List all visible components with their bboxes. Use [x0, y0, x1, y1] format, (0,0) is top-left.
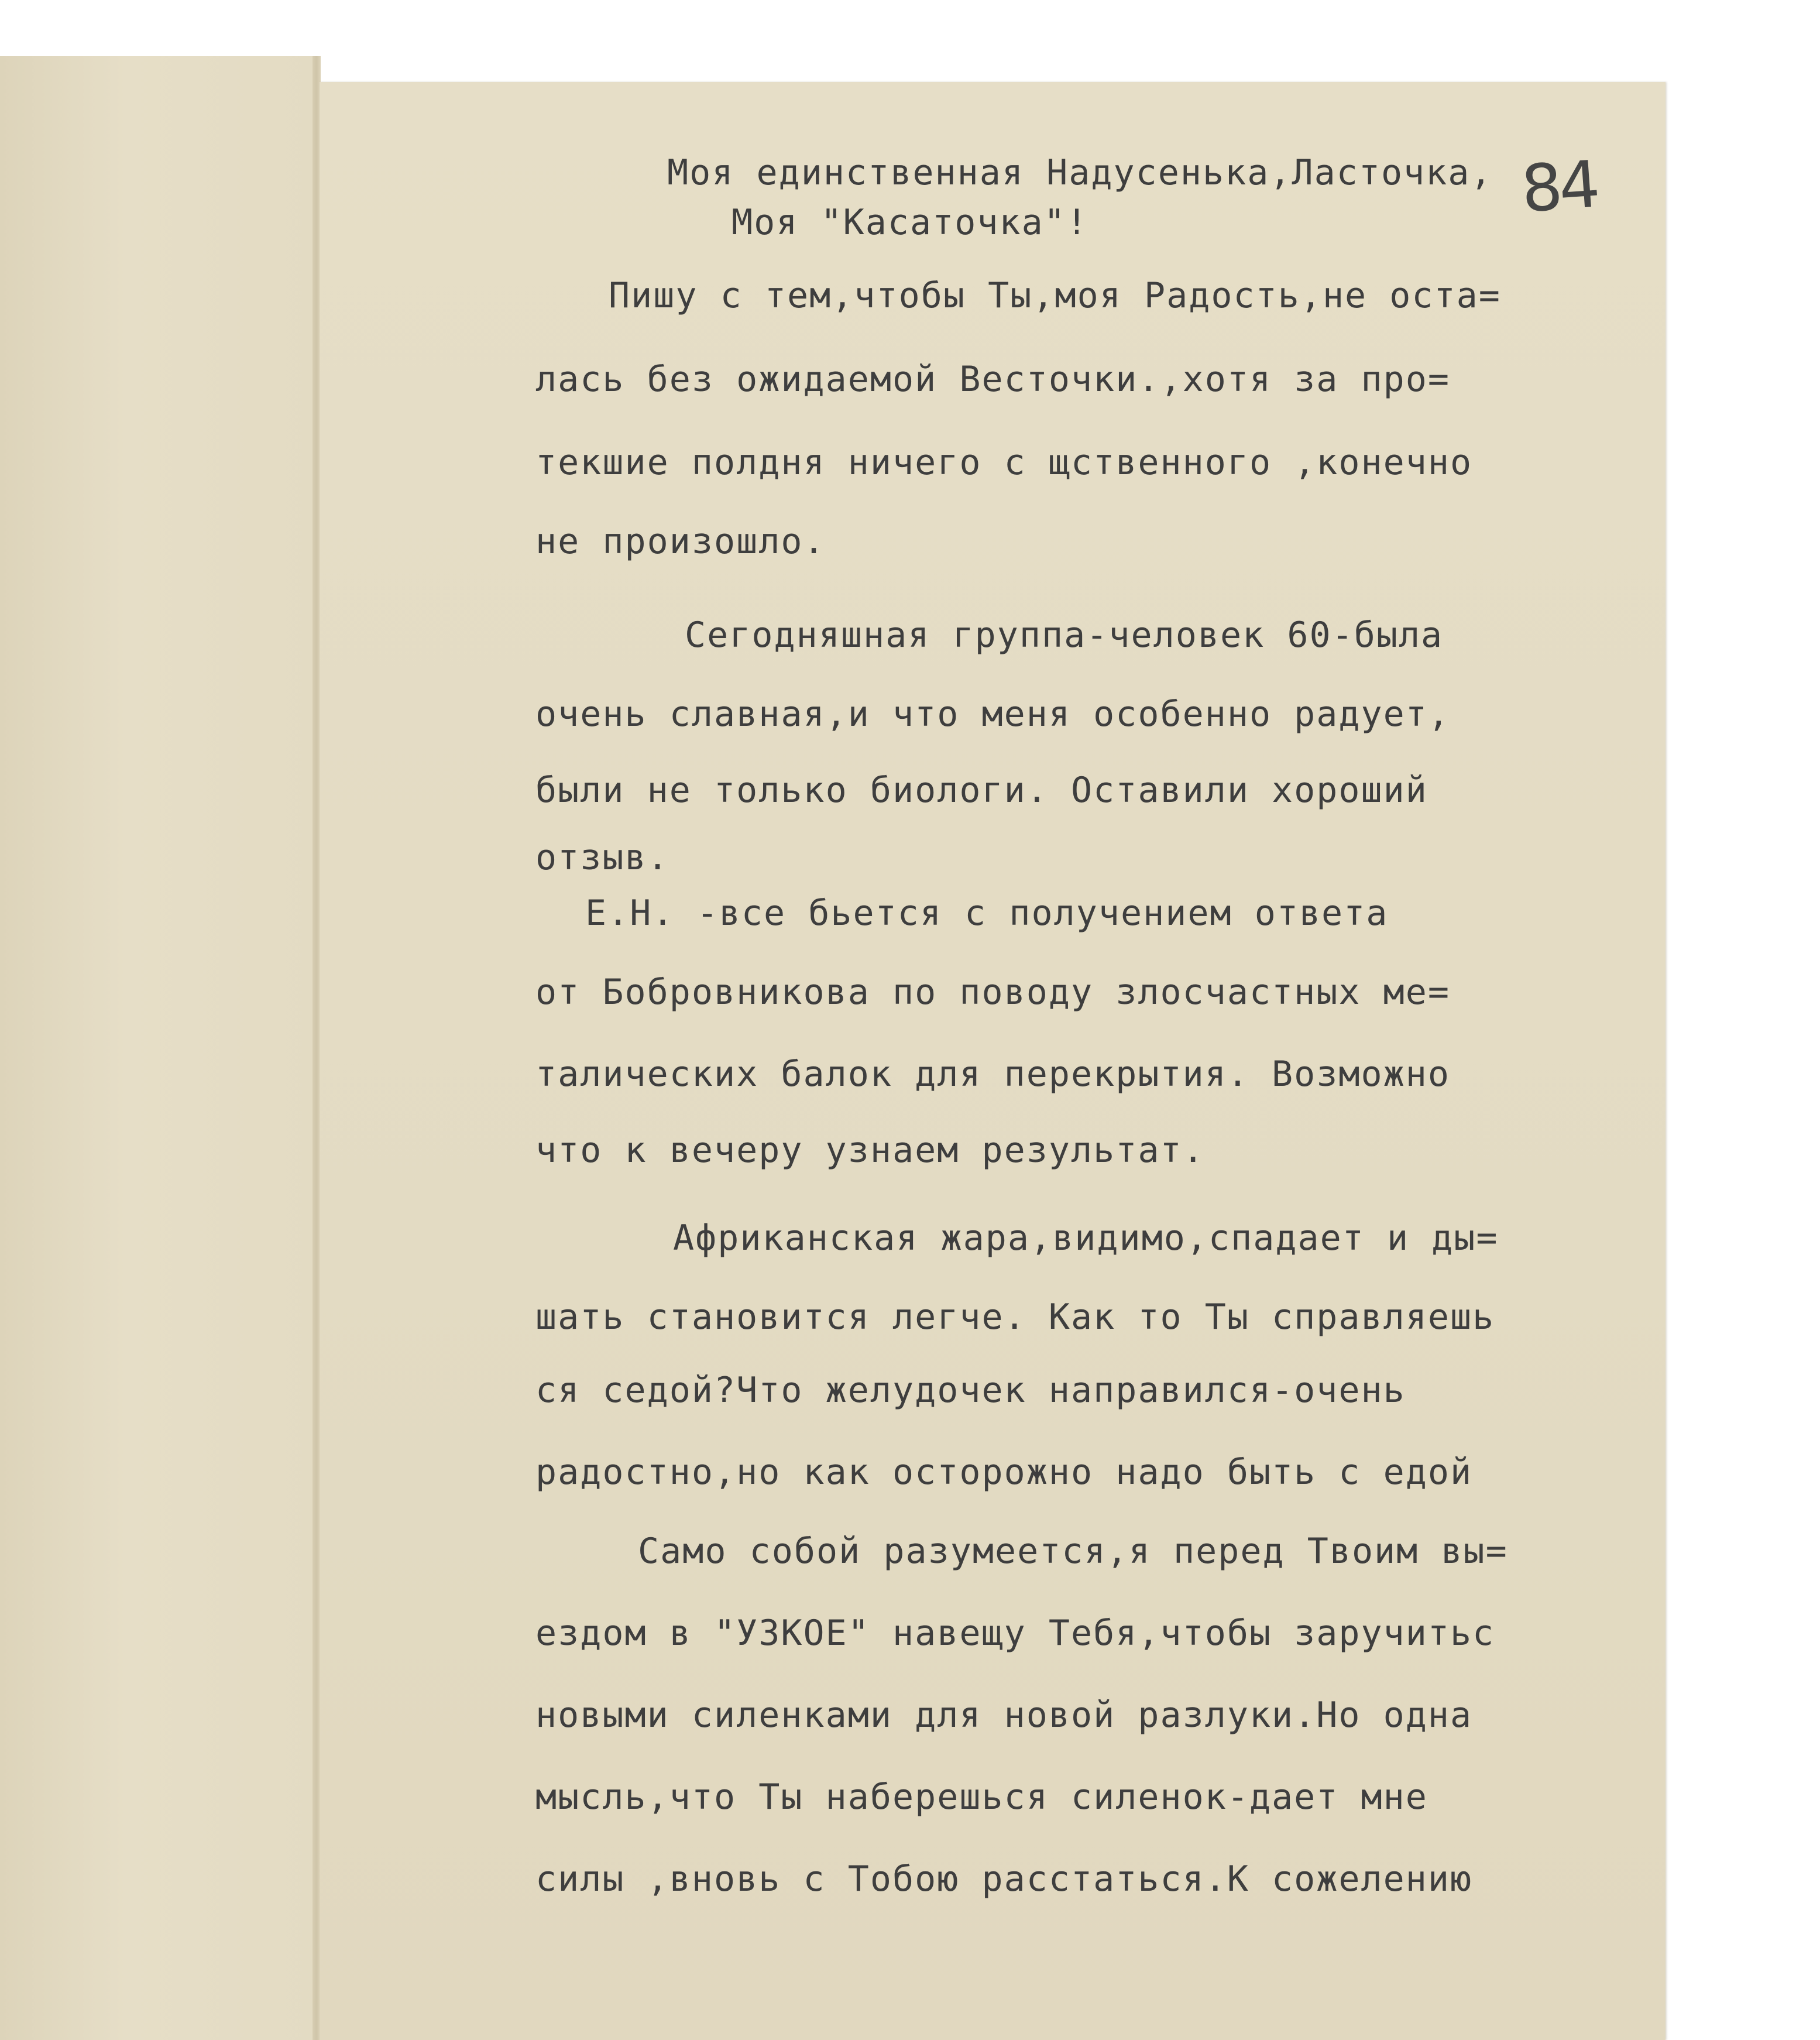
- body-line-13: Африканская жара,видимо,спадает и ды=: [673, 1218, 1499, 1259]
- body-line-2: лась без ожидаемой Весточки.,хотя за про=: [535, 359, 1451, 400]
- body-line-10: от Бобровникова по поводу злосчастных ме=: [535, 972, 1451, 1013]
- left-page: [0, 56, 316, 2040]
- body-line-16: радостно,но как осторожно надо быть с едой: [535, 1452, 1473, 1493]
- body-line-14: шать становится легче. Как то Ты справляешь: [535, 1297, 1495, 1338]
- body-line-11: талических балок для перекрытия. Возможно: [535, 1054, 1451, 1095]
- body-line-8: отзыв.: [535, 837, 669, 878]
- salutation-line-1: Моя единственная Надусенька,Ласточка,: [667, 152, 1493, 193]
- body-line-12: что к вечеру узнаем результат.: [535, 1130, 1205, 1171]
- body-line-1: Пишу с тем,чтобы Ты,моя Радость,не оста=: [609, 275, 1501, 316]
- body-line-3: текшие полдня ничего с щственного ,конечно: [535, 442, 1473, 483]
- body-line-17: Само собой разумеется,я перед Твоим вы=: [638, 1531, 1508, 1572]
- folio-number: 84: [1519, 146, 1599, 227]
- body-line-19: новыми силенками для новой разлуки.Но одна: [535, 1695, 1473, 1736]
- body-line-4: не произошло.: [535, 521, 826, 562]
- body-line-6: очень славная,и что меня особенно радует,: [535, 694, 1451, 735]
- body-line-7: были не только биологи. Оставили хороший: [535, 770, 1428, 811]
- salutation-line-2: Моя "Касаточка"!: [732, 202, 1088, 243]
- body-line-15: ся седой?Что желудочек направился-очень: [535, 1370, 1406, 1411]
- body-line-20: мысль,что Ты наберешься силенок-дает мне: [535, 1777, 1428, 1818]
- body-line-5: Сегодняшная группа-человек 60-была: [685, 615, 1444, 656]
- body-line-9: Е.Н. -все бьется с получением ответа: [585, 893, 1389, 934]
- body-line-18: ездом в "УЗКОЕ" навещу Тебя,чтобы заручитьс: [535, 1613, 1495, 1654]
- body-line-21: силы ,вновь с Тобою расстаться.К сожелению: [535, 1859, 1473, 1900]
